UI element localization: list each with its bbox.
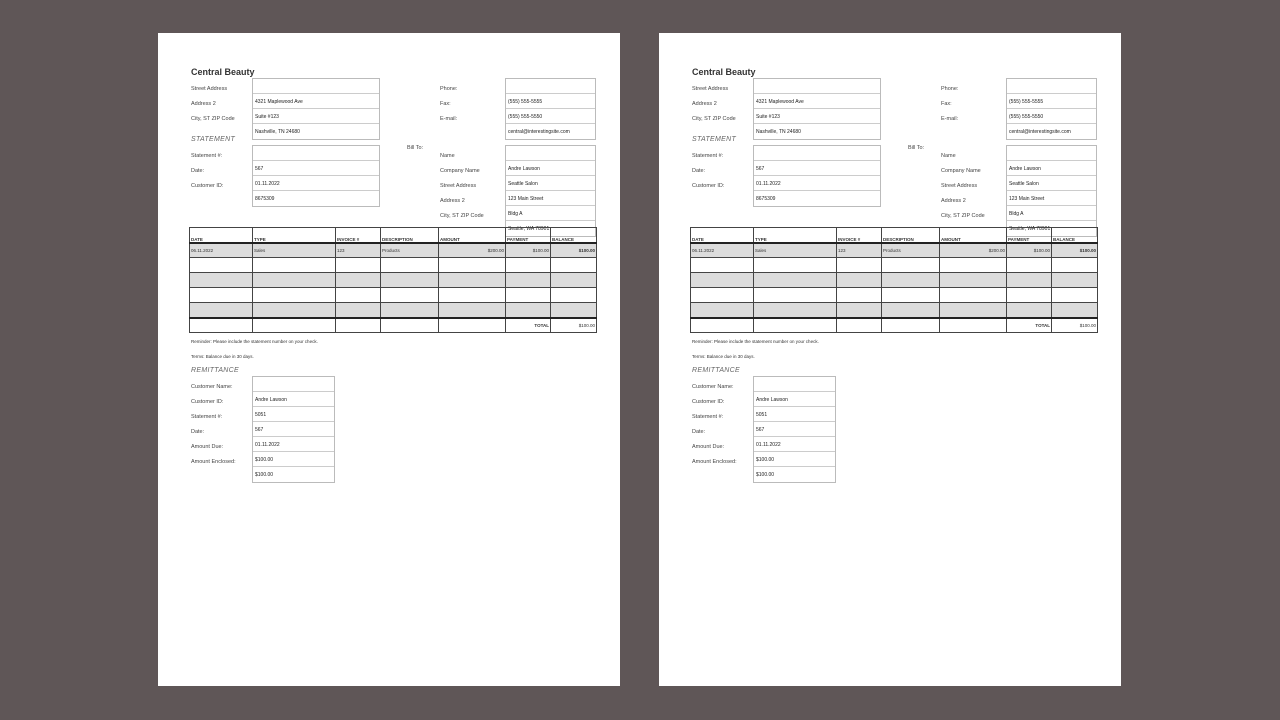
table-cell[interactable]: 06.11.2022 <box>190 243 253 258</box>
table-cell[interactable]: Sales <box>754 243 837 258</box>
field-label: Customer Name: <box>692 384 734 390</box>
field-label: Address 2 <box>692 101 717 107</box>
column-header: DESCRIPTION <box>882 228 940 243</box>
table-cell[interactable]: 06.11.2022 <box>691 243 754 258</box>
field-label: Address 2 <box>191 101 216 107</box>
field-label: Phone: <box>440 86 458 92</box>
table-cell[interactable] <box>1052 273 1098 288</box>
table-row <box>691 288 1098 303</box>
table-cell[interactable]: $100.00 <box>1007 243 1052 258</box>
table-cell[interactable] <box>551 303 597 318</box>
table-cell[interactable] <box>1007 303 1052 318</box>
field-value[interactable]: 567 <box>754 161 880 176</box>
field-box <box>505 145 596 237</box>
field-value[interactable]: 123 Main Street <box>506 191 595 206</box>
field-label: Name <box>440 153 455 159</box>
field-label: Customer Name: <box>191 384 233 390</box>
field-value[interactable]: 5051 <box>253 407 334 422</box>
field-value[interactable]: 567 <box>754 422 835 437</box>
table-row <box>691 258 1098 273</box>
statement-page <box>659 33 1121 686</box>
table-cell[interactable] <box>691 288 754 303</box>
table-cell[interactable] <box>754 258 837 273</box>
field-value[interactable]: Nashville, TN 24680 <box>756 129 801 135</box>
table-cell[interactable] <box>190 288 253 303</box>
field-value[interactable]: Seattle, WA 78901 <box>1009 226 1051 232</box>
spacer <box>754 377 835 392</box>
remittance-heading: REMITTANCE <box>692 367 740 374</box>
field-value[interactable]: $100.00 <box>255 472 274 478</box>
table-row <box>691 243 1098 258</box>
field-value[interactable]: 01.11.2022 <box>754 437 835 452</box>
field-value[interactable]: (555) 555-5555 <box>1007 94 1096 109</box>
field-label: City, ST ZIP Code <box>191 116 235 122</box>
terms-note: Terms: Balance due in 30 days. <box>191 354 254 359</box>
field-label: Customer ID: <box>191 183 224 189</box>
table-cell[interactable] <box>253 303 336 318</box>
field-value[interactable]: 123 Main Street <box>1007 191 1096 206</box>
table-cell[interactable]: 123 <box>336 243 381 258</box>
field-label: Company Name <box>941 168 981 174</box>
table-cell[interactable] <box>253 258 336 273</box>
field-label: Fax: <box>941 101 952 107</box>
field-value[interactable]: Bldg A <box>506 206 595 221</box>
field-box <box>753 78 881 140</box>
spacer <box>754 146 880 161</box>
table-cell[interactable]: $100.00 <box>1052 243 1098 258</box>
field-value[interactable]: Suite #123 <box>754 109 880 124</box>
column-header: TYPE <box>253 228 336 243</box>
table-cell[interactable] <box>837 288 882 303</box>
field-label: Date: <box>692 168 706 174</box>
column-header: AMOUNT <box>940 228 1007 243</box>
column-header: DESCRIPTION <box>381 228 439 243</box>
table-cell[interactable] <box>336 273 381 288</box>
table-cell[interactable] <box>940 258 1007 273</box>
field-label: Customer ID: <box>692 183 725 189</box>
table-row <box>190 243 597 258</box>
field-label: Amount Due: <box>191 444 224 450</box>
field-value[interactable]: 567 <box>253 422 334 437</box>
table-cell[interactable] <box>190 303 253 318</box>
field-value[interactable]: Seattle, WA 78901 <box>508 226 550 232</box>
table-cell[interactable] <box>506 273 551 288</box>
field-value[interactable]: (555) 555-5550 <box>1007 109 1096 124</box>
statement-heading: STATEMENT <box>191 136 236 143</box>
table-row <box>691 303 1098 318</box>
table-cell[interactable] <box>691 303 754 318</box>
field-box <box>1006 145 1097 237</box>
field-box <box>252 376 335 483</box>
table-row <box>190 303 597 318</box>
table-cell[interactable] <box>381 303 439 318</box>
table-cell[interactable] <box>506 303 551 318</box>
table-cell[interactable] <box>754 288 837 303</box>
table-row <box>190 258 597 273</box>
field-label: Date: <box>191 429 205 435</box>
company-name: Central Beauty <box>191 67 255 77</box>
field-label: Street Address <box>440 183 477 189</box>
terms-note: Terms: Balance due in 30 days. <box>692 354 755 359</box>
column-header: PAYMENT <box>1007 228 1052 243</box>
table-cell[interactable] <box>1052 258 1098 273</box>
table-cell[interactable] <box>506 258 551 273</box>
table-cell[interactable] <box>336 258 381 273</box>
table-cell[interactable] <box>190 258 253 273</box>
field-value[interactable]: (555) 555-5550 <box>506 109 595 124</box>
table-cell[interactable] <box>551 273 597 288</box>
field-box <box>1006 78 1097 140</box>
table-cell[interactable] <box>190 273 253 288</box>
field-value[interactable]: $100.00 <box>756 472 775 478</box>
field-label: Street Address <box>191 86 228 92</box>
field-label: City, ST ZIP Code <box>692 116 736 122</box>
column-header: AMOUNT <box>439 228 506 243</box>
table-cell[interactable] <box>381 288 439 303</box>
column-header: INVOICE # <box>336 228 381 243</box>
field-label: City, ST ZIP Code <box>440 213 484 219</box>
table-cell[interactable] <box>336 303 381 318</box>
field-label: Name <box>941 153 956 159</box>
field-value[interactable]: 5051 <box>754 407 835 422</box>
field-label: Address 2 <box>941 198 966 204</box>
company-name: Central Beauty <box>692 67 756 77</box>
field-value[interactable]: 567 <box>253 161 379 176</box>
spacer <box>506 146 595 161</box>
field-label: Phone: <box>941 86 959 92</box>
field-value[interactable]: (555) 555-5555 <box>506 94 595 109</box>
field-label: Fax: <box>440 101 451 107</box>
field-box <box>252 145 380 207</box>
table-cell[interactable]: Products <box>381 243 439 258</box>
table-cell[interactable] <box>691 273 754 288</box>
spacer <box>506 79 595 94</box>
field-label: Statement #: <box>692 153 724 159</box>
table-cell[interactable] <box>439 273 506 288</box>
field-label: E-mail: <box>440 116 458 122</box>
field-value[interactable]: Bldg A <box>1007 206 1096 221</box>
table-cell[interactable] <box>1052 288 1098 303</box>
column-header: TYPE <box>754 228 837 243</box>
table-cell[interactable] <box>940 303 1007 318</box>
total-row <box>691 318 1098 333</box>
field-value[interactable]: 01.11.2022 <box>754 176 880 191</box>
field-label: E-mail: <box>941 116 959 122</box>
total-value: $100.00 <box>551 318 597 333</box>
field-value[interactable]: $100.00 <box>754 452 835 467</box>
field-box <box>753 376 836 483</box>
field-label: Customer ID: <box>191 399 224 405</box>
field-label: Date: <box>191 168 205 174</box>
table-row <box>691 273 1098 288</box>
field-value[interactable]: Andre Lawson <box>754 392 835 407</box>
spacer <box>253 79 379 94</box>
field-box <box>505 78 596 140</box>
field-label: Amount Enclosed: <box>191 459 236 465</box>
statement-table <box>690 227 1098 333</box>
table-cell[interactable] <box>837 273 882 288</box>
spacer <box>253 377 334 392</box>
spacer <box>253 146 379 161</box>
table-cell[interactable]: Sales <box>253 243 336 258</box>
total-value: $100.00 <box>1052 318 1098 333</box>
field-value[interactable]: Seattle Salon <box>1007 176 1096 191</box>
remittance-heading: REMITTANCE <box>191 367 239 374</box>
table-cell[interactable] <box>837 258 882 273</box>
column-header: INVOICE # <box>837 228 882 243</box>
table-cell[interactable] <box>691 258 754 273</box>
field-label: Amount Enclosed: <box>692 459 737 465</box>
field-value[interactable]: Nashville, TN 24680 <box>255 129 300 135</box>
field-label: Street Address <box>692 86 729 92</box>
table-cell[interactable] <box>940 273 1007 288</box>
column-header: DATE <box>691 228 754 243</box>
bill-to-label: Bill To: <box>908 145 925 151</box>
table-cell[interactable] <box>882 288 940 303</box>
spacer <box>1007 79 1096 94</box>
field-label: Statement #: <box>191 414 223 420</box>
field-label: Customer ID: <box>692 399 725 405</box>
field-value[interactable]: 01.11.2022 <box>253 437 334 452</box>
column-header: BALANCE <box>1052 228 1098 243</box>
table-cell[interactable]: 123 <box>837 243 882 258</box>
table-cell[interactable] <box>1007 288 1052 303</box>
field-label: Statement #: <box>191 153 223 159</box>
table-row <box>190 273 597 288</box>
statement-table <box>189 227 597 333</box>
table-cell[interactable] <box>439 303 506 318</box>
field-value[interactable]: Suite #123 <box>253 109 379 124</box>
total-label: TOTAL <box>506 318 551 333</box>
field-label: Date: <box>692 429 706 435</box>
table-cell[interactable]: $100.00 <box>506 243 551 258</box>
bill-to-label: Bill To: <box>407 145 424 151</box>
table-cell[interactable] <box>1052 303 1098 318</box>
spacer <box>1007 146 1096 161</box>
table-cell[interactable] <box>506 288 551 303</box>
column-header: DATE <box>190 228 253 243</box>
field-label: Company Name <box>440 168 480 174</box>
table-cell[interactable] <box>882 303 940 318</box>
field-value[interactable]: Andre Lawson <box>506 161 595 176</box>
table-cell[interactable]: Products <box>882 243 940 258</box>
reminder-note: Reminder: Please include the statement number on your check. <box>191 339 318 344</box>
table-cell[interactable] <box>551 288 597 303</box>
table-cell[interactable]: $100.00 <box>551 243 597 258</box>
column-header: BALANCE <box>551 228 597 243</box>
field-value[interactable]: central@interestingsite.com <box>508 129 570 135</box>
table-row <box>190 288 597 303</box>
table-cell[interactable]: $200.00 <box>940 243 1007 258</box>
field-value[interactable]: 01.11.2022 <box>253 176 379 191</box>
field-label: City, ST ZIP Code <box>941 213 985 219</box>
table-cell[interactable] <box>381 273 439 288</box>
reminder-note: Reminder: Please include the statement number on your check. <box>692 339 819 344</box>
table-cell[interactable] <box>253 288 336 303</box>
spacer <box>754 79 880 94</box>
table-cell[interactable] <box>381 258 439 273</box>
field-label: Statement #: <box>692 414 724 420</box>
table-cell[interactable] <box>882 273 940 288</box>
field-box <box>252 78 380 140</box>
statement-page <box>158 33 620 686</box>
table-cell[interactable] <box>882 258 940 273</box>
table-cell[interactable] <box>253 273 336 288</box>
field-value[interactable]: Seattle Salon <box>506 176 595 191</box>
statement-heading: STATEMENT <box>692 136 737 143</box>
table-cell[interactable] <box>439 288 506 303</box>
field-value[interactable]: $100.00 <box>253 452 334 467</box>
table-cell[interactable] <box>754 273 837 288</box>
table-cell[interactable] <box>1007 258 1052 273</box>
field-box <box>753 145 881 207</box>
total-label: TOTAL <box>1007 318 1052 333</box>
table-cell[interactable] <box>551 258 597 273</box>
field-label: Address 2 <box>440 198 465 204</box>
table-cell[interactable] <box>1007 273 1052 288</box>
field-label: Amount Due: <box>692 444 725 450</box>
field-value[interactable]: 4321 Maplewood Ave <box>253 94 379 109</box>
table-cell[interactable]: $200.00 <box>439 243 506 258</box>
field-label: Street Address <box>941 183 978 189</box>
table-cell[interactable] <box>837 303 882 318</box>
field-value[interactable]: 8675309 <box>255 196 275 202</box>
field-value[interactable]: Andre Lawson <box>253 392 334 407</box>
field-value[interactable]: central@interestingsite.com <box>1009 129 1071 135</box>
table-cell[interactable] <box>336 288 381 303</box>
table-cell[interactable] <box>439 258 506 273</box>
field-value[interactable]: 4321 Maplewood Ave <box>754 94 880 109</box>
table-cell[interactable] <box>940 288 1007 303</box>
field-value[interactable]: Andre Lawson <box>1007 161 1096 176</box>
table-cell[interactable] <box>754 303 837 318</box>
total-row <box>190 318 597 333</box>
field-value[interactable]: 8675309 <box>756 196 776 202</box>
column-header: PAYMENT <box>506 228 551 243</box>
